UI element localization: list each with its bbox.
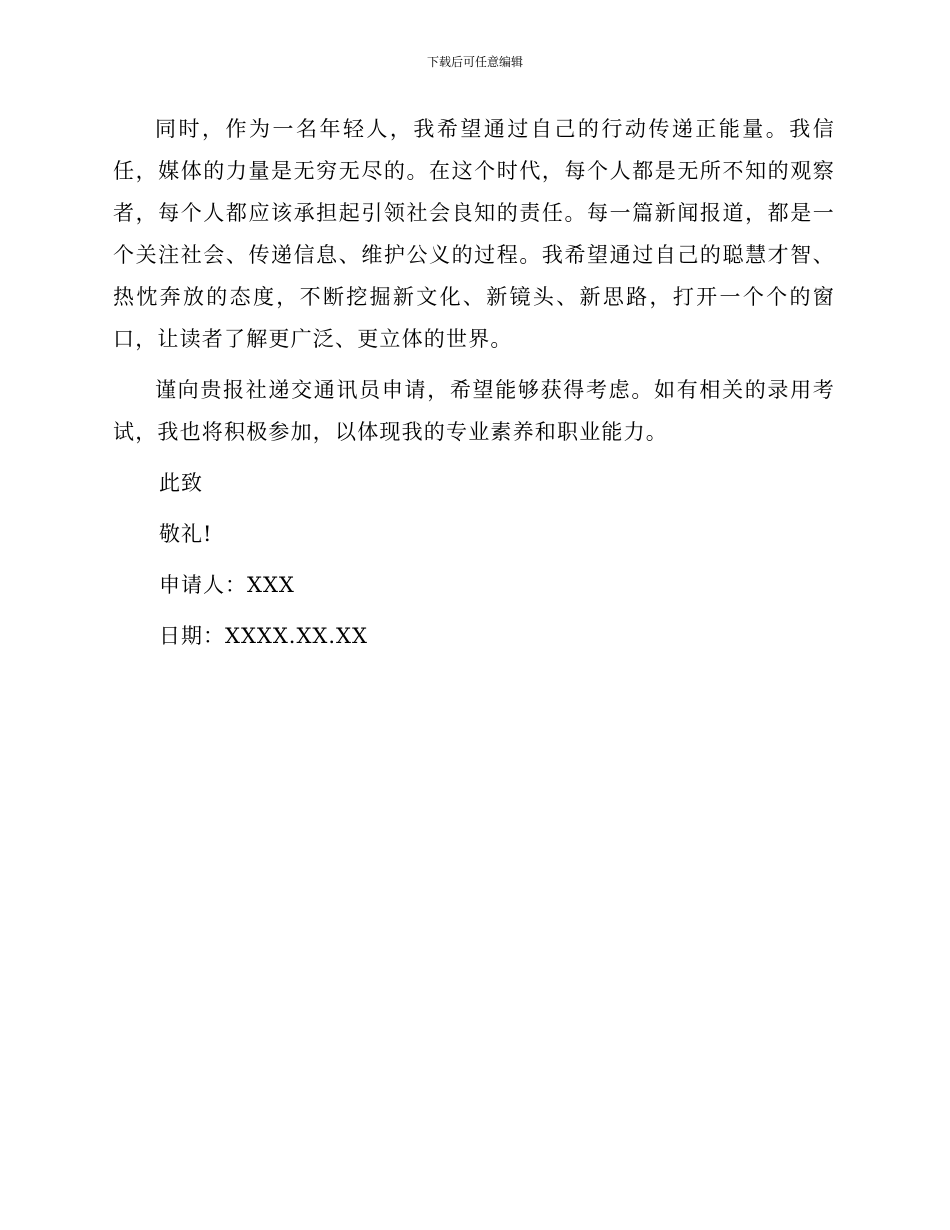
date-line: 日期：XXXX.XX.XX xyxy=(159,624,368,648)
salute-line: 敬礼! xyxy=(159,522,213,546)
letter-body xyxy=(113,108,835,666)
paragraph-2: 谨向贵报社递交通讯员申请，希望能够获得考虑。如有相关的录用考试，我也将积极参加，以体现我的专业素养和职业能力。 xyxy=(113,378,835,444)
applicant-line: 申请人：XXX xyxy=(159,573,295,597)
page-header-note: 下载后可任意编辑 xyxy=(426,55,523,69)
closing-line: 此致 xyxy=(159,471,203,495)
paragraph-1: 同时，作为一名年轻人，我希望通过自己的行动传递正能量。我信任，媒体的力量是无穷无尽的。在这个时代，每个人都是无所不知的观察者，每个人都应该承担起引领社会良知的责任。每一篇新闻报道，都是一个关注社会、传递信息、维护公义的过程。我希望通过自己的聪慧才智、热忱奔放的态度，不断挖掘新文化、新镜头、新思路，打开一个个的窗口，让读者了解更广泛、更立体的世界。 xyxy=(113,117,835,351)
